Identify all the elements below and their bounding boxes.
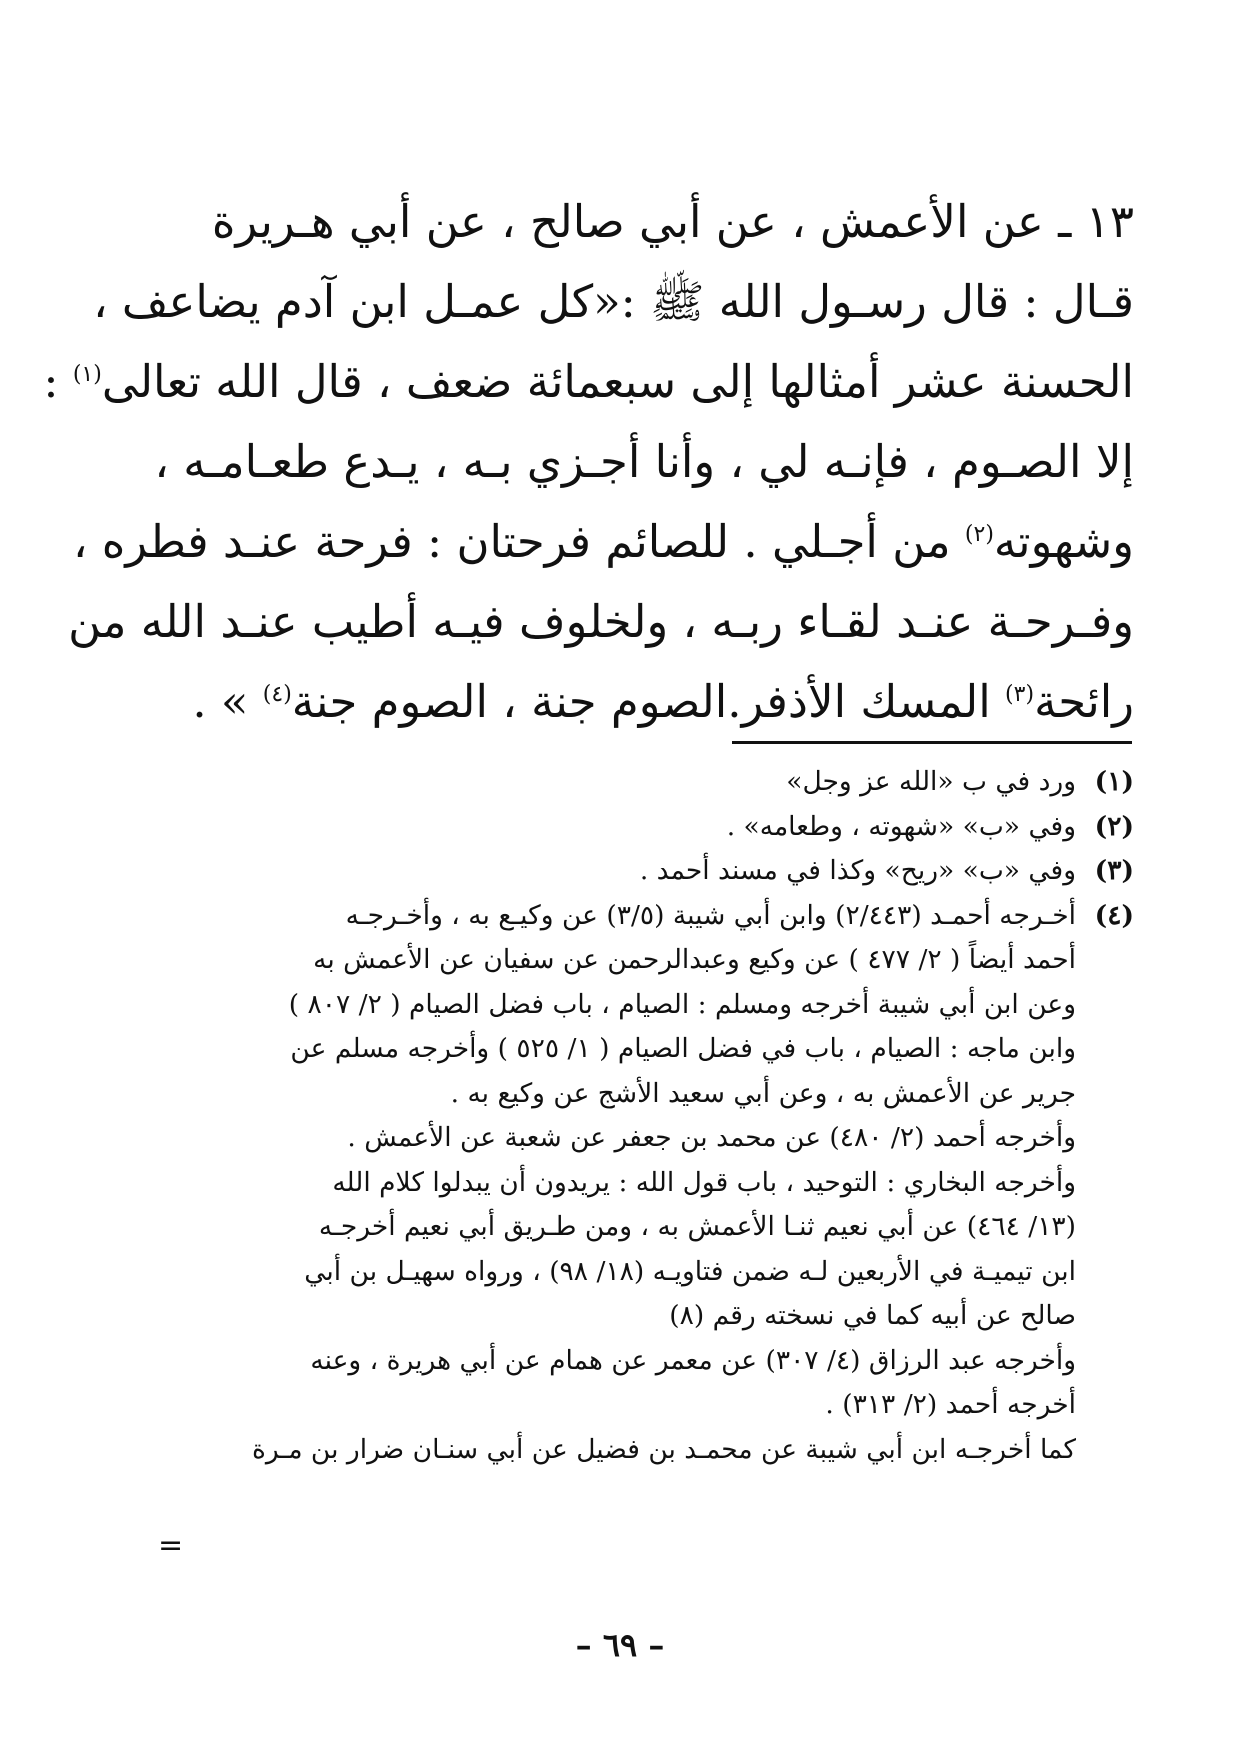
footnote-4: [190, 894, 1134, 1473]
footnotes: [190, 760, 1134, 1472]
footnote-line: أخرجه أحمد (٢/ ٣١٣) .: [825, 1389, 1076, 1420]
footnote-line: ابن تيميـة في الأربعين لـه ضمن فتاويـه (١٨/ ٩٨) ، ورواه سهيـل بن أبي: [304, 1255, 1076, 1287]
footnote-2: [190, 805, 1134, 850]
main-line-6: وفـرحـة عنـد لقـاء ربـه ، ولخلوف فيـه أطيب عنـد الله من: [68, 595, 1134, 648]
footnote-body: [190, 805, 1076, 850]
footnote-ref-4: (٤): [262, 682, 292, 707]
footnote-number: (٤): [1094, 899, 1134, 931]
footnote-line: وفي «ب» «ريح» وكذا في مسند أحمد .: [639, 855, 1076, 886]
footnote-line: كما أخرجـه ابن أبي شيبة عن محمـد بن فضيل عن أبي سنـان ضرار بن مـرة: [252, 1433, 1076, 1465]
footnote-ref-3: (٣): [1005, 682, 1035, 707]
main-line-7: رائحة$^{(٣)}$ المسك الأذفر.الصوم جنة ، الصوم جنة$^{(٤)}$ » .: [192, 675, 1134, 728]
footnote-divider: [732, 741, 1132, 744]
footnote-body: [190, 849, 1076, 894]
main-line-2: قـال : قال رسـول الله ﷺ :«كل عمـل ابن آدم يضاعف ،: [93, 275, 1134, 328]
footnote-line: صالح عن أبيه كما في نسخته رقم (٨): [669, 1300, 1076, 1331]
footnote-number: (٣): [1094, 855, 1134, 886]
footnote-number: (١): [1094, 766, 1134, 797]
footnote-line: وابن ماجه : الصيام ، باب في فضل الصيام ( ١/ ٥٢٥ ) وأخرجه مسلم عن: [290, 1033, 1076, 1064]
footnote-3: [190, 849, 1134, 894]
footnote-number: (٢): [1094, 810, 1134, 842]
footnote-ref-1: (١): [72, 362, 102, 387]
main-line-3: الحسنة عشر أمثالها إلى سبعمائة ضعف ، قال الله تعالى$^{(١)}$ :: [43, 355, 1134, 408]
footnote-line: وأخرجه البخاري : التوحيد ، باب قول الله : يريدون أن يبدلوا كلام الله: [332, 1166, 1076, 1198]
footnote-line: وأخرجه أحمد (٢/ ٤٨٠) عن محمد بن جعفر عن شعبة عن الأعمش .: [347, 1122, 1076, 1153]
footnote-body: [190, 894, 1076, 1473]
footnote-line: وأخرجه عبد الرزاق (٤/ ٣٠٧) عن معمر عن همام عن أبي هريرة ، وعنه: [310, 1344, 1076, 1376]
footnote-line: وفي «ب» «شهوته ، وطعامه» .: [726, 810, 1076, 842]
footnote-1: [190, 760, 1134, 805]
main-line-1: ١٣ ـ عن الأعمش ، عن أبي صالح ، عن أبي هـريرة: [211, 195, 1134, 248]
footnote-body: [190, 760, 1076, 805]
continuation-mark: =: [158, 1528, 184, 1563]
hadith-text: [43, 182, 1134, 742]
page-number: – ٦٩ –: [575, 1626, 665, 1664]
footnote-line: أحمد أيضاً ( ٢/ ٤٧٧ ) عن وكيع وعبدالرحمن عن سفيان عن الأعمش به: [313, 944, 1076, 975]
main-line-5: وشهوته$^{(٢)}$ من أجـلي . للصائم فرحتان : فرحة عنـد فطره ،: [72, 515, 1134, 568]
footnote-line: ورد في ب «الله عز وجل»: [786, 766, 1076, 797]
footnote-line: وعن ابن أبي شيبة أخرجه ومسلم : الصيام ، باب فضل الصيام ( ٢/ ٨٠٧ ): [288, 988, 1076, 1020]
main-line-4: إلا الصـوم ، فإنـه لي ، وأنا أجـزي بـه ، يـدع طعـامـه ،: [154, 435, 1134, 488]
footnote-ref-2: (٢): [964, 522, 994, 547]
footnote-line: (١٣/ ٤٦٤) عن أبي نعيم ثنـا الأعمش به ، ومن طـريق أبي نعيم أخرجـه: [318, 1211, 1076, 1242]
footnote-line: جرير عن الأعمش به ، وعن أبي سعيد الأشج عن وكيع به .: [450, 1077, 1076, 1109]
footnote-line: أخـرجه أحمـد (٢/٤٤٣) وابن أبي شيبة (٣/٥) عن وكيـع به ، وأخـرجـه: [345, 899, 1076, 931]
